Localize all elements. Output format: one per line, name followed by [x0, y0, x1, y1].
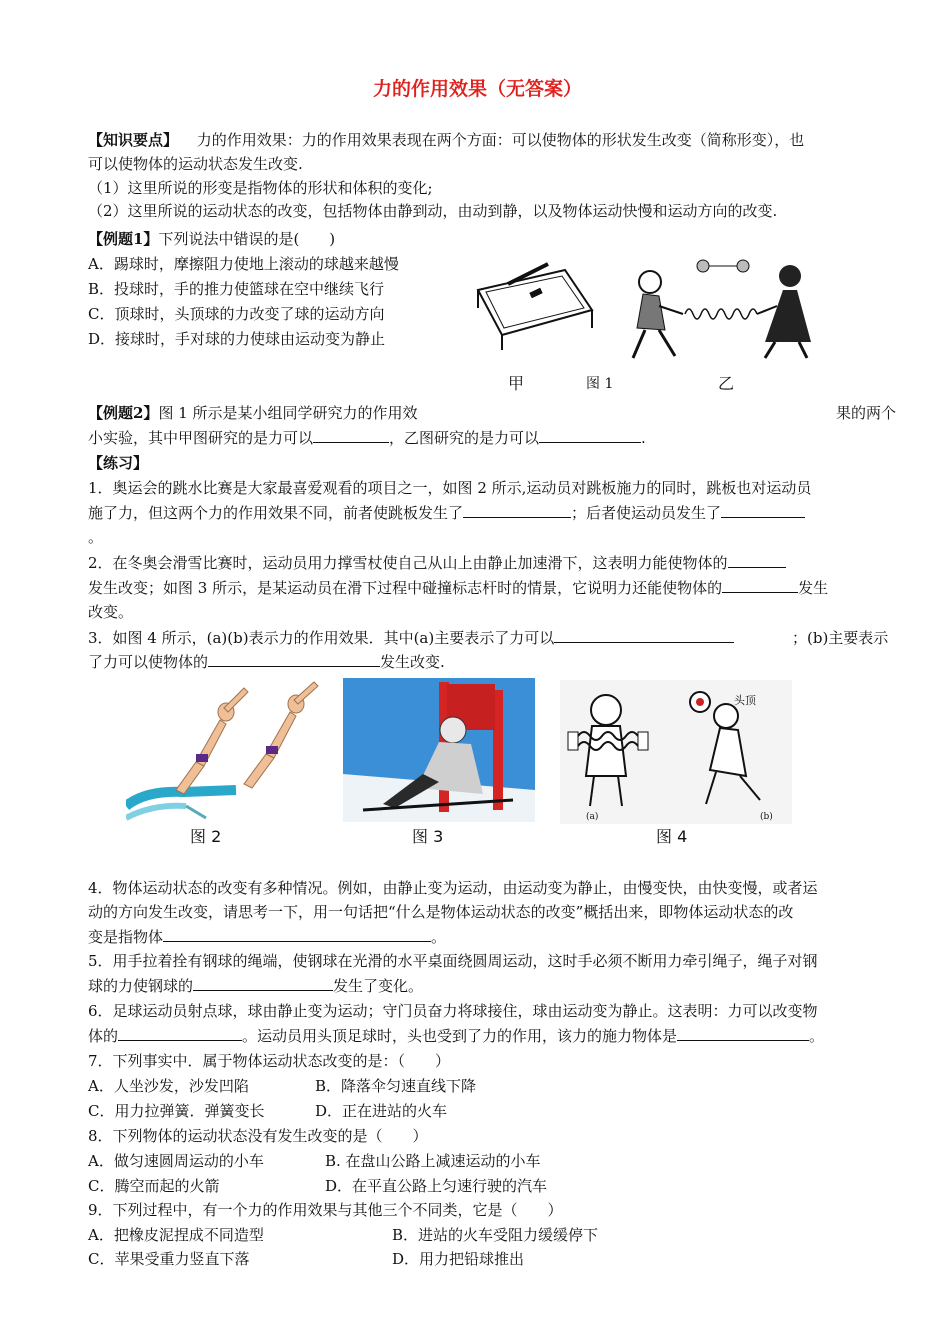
figure4-label-b: (b): [760, 812, 773, 822]
figure2-caption: 图 2: [190, 827, 222, 846]
figure1-label-yi: 乙: [718, 374, 735, 393]
q5-line-1: 5．用手拉着拴有钢球的绳端，使钢球在光滑的水平桌面绕圆周运动，这时手必须不断用力牵引绳子，绳子对钢: [88, 952, 818, 970]
answer-blank[interactable]: [463, 503, 571, 518]
q3-line-1-end: ；(b)主要表示: [792, 629, 889, 647]
q9-question: 9．下列过程中，有一个力的作用效果与其他三个不同类，它是（ ）: [88, 1201, 563, 1219]
q1-line-3: 。: [88, 528, 104, 546]
figure2-divers: [126, 678, 326, 822]
knowledge-label: 【知识要点】: [88, 131, 179, 149]
example1-option-d: D．接球时，手对球的力使球由运动变为静止: [88, 330, 386, 348]
q2-line-1: 2．在冬奥会滑雪比赛时，运动员用力撑雪杖使自己从山上由静止加速滑下，这表明力能使物体的: [88, 552, 786, 573]
q2-line-3: 改变。: [88, 603, 134, 621]
answer-blank[interactable]: [677, 1026, 809, 1041]
answer-blank[interactable]: [721, 503, 805, 518]
answer-blank[interactable]: [539, 428, 641, 443]
q8-question: 8．下列物体的运动状态没有发生改变的是（ ）: [88, 1127, 428, 1145]
q2-line-2: 发生改变；如图 3 所示，是某运动员在滑下过程中碰撞标志杆时的情景，它说明力还能使物体的 发生: [88, 579, 829, 597]
q1-line-2: 施了力，但这两个力的作用效果不同，前者使跳板发生了 ；后者使运动员发生了: [88, 502, 805, 523]
q4-line-3: 变是指物体 。: [88, 928, 447, 946]
answer-blank[interactable]: [118, 1026, 242, 1041]
knowledge-item-1: （1）这里所说的形变是指物体的形状和体积的变化;: [88, 179, 433, 197]
q9-option-a: A．把橡皮泥捏成不同造型: [88, 1226, 264, 1244]
q6-line-1: 6．足球运动员射点球，球由静止变为运动；守门员奋力将球接住，球由运动变为静止。这表明：力可以改变物: [88, 1002, 818, 1020]
example1-option-c: C．顶球时，头顶球的力改变了球的运动方向: [88, 305, 385, 323]
example2-line-2: 小实验，其中甲图研究的是力可以 ，乙图研究的是力可以 .: [88, 429, 646, 447]
q9-option-b: B．进站的火车受阻力缓缓停下: [392, 1226, 599, 1244]
q3-line-1: 3．如图 4 所示，(a)(b)表示力的作用效果．其中(a)主要表示了力可以: [88, 627, 734, 648]
answer-blank[interactable]: [554, 628, 734, 643]
q7-option-b: B．降落伞匀速直线下降: [315, 1077, 477, 1095]
knowledge-line-2: 可以使物体的运动状态发生改变.: [88, 155, 303, 173]
knowledge-line-1: 【知识要点】 力的作用效果：力的作用效果表现在两个方面：可以使物体的形状发生改变（简称形变），也: [88, 131, 805, 149]
knowledge-item-2: （2）这里所说的运动状态的改变，包括物体由静到动，由动到静，以及物体运动快慢和运动方向的改变.: [88, 202, 778, 220]
page-title: 力的作用效果（无答案）: [373, 78, 583, 100]
figure4-label-a: (a): [586, 812, 599, 822]
q9-option-d: D．用力把铅球推出: [392, 1250, 525, 1268]
figure1-yi-spring: [615, 250, 820, 362]
q3-line-2: 了力可以使物体的 发生改变.: [88, 653, 445, 671]
figure1-jia-table: [470, 250, 595, 350]
q7-question: 7．下列事实中．属于物体运动状态改变的是：（ ）: [88, 1052, 451, 1070]
example1-option-b: B．投球时，手的推力使篮球在空中继续飞行: [88, 280, 385, 298]
example1-option-a: A．踢球时，摩擦阻力使地上滚动的球越来越慢: [88, 255, 399, 273]
answer-blank[interactable]: [728, 553, 786, 568]
answer-blank[interactable]: [313, 428, 389, 443]
q6-line-2: 体的 。运动员用头顶足球时，头也受到了力的作用，该力的施力物体是 。: [88, 1027, 825, 1045]
q7-option-a: A．人坐沙发，沙发凹陷: [88, 1077, 249, 1095]
q4-line-1: 4．物体运动状态的改变有多种情况。例如，由静止变为运动，由运动变为静止，由慢变快，由快变慢，或者运: [88, 879, 818, 897]
answer-blank[interactable]: [193, 976, 333, 991]
q8-option-b: B. 在盘山公路上减速运动的小车: [325, 1152, 541, 1170]
q9-option-c: C．苹果受重力竖直下落: [88, 1250, 250, 1268]
q5-line-2: 球的力使钢球的 发生了变化。: [88, 977, 424, 995]
answer-blank[interactable]: [208, 652, 380, 667]
figure4-force-effects: [560, 680, 792, 824]
q8-option-c: C．腾空而起的火箭: [88, 1177, 220, 1195]
q4-line-2: 动的方向发生改变，请思考一下，用一句话把“什么是物体运动状态的改变”概括出来，即物体运动状态的改: [88, 903, 794, 921]
q7-option-d: D．正在进站的火车: [315, 1102, 448, 1120]
figure1-label-jia: 甲: [508, 374, 525, 393]
q7-option-c: C．用力拉弹簧．弹簧变长: [88, 1102, 265, 1120]
figure3-caption: 图 3: [412, 827, 444, 846]
figure3-skier: [343, 678, 535, 822]
practice-label: 【练习】: [88, 454, 149, 472]
q1-line-1: 1．奥运会的跳水比赛是大家最喜爱观看的项目之一，如图 2 所示,运动员对跳板施力的同时，跳板也对运动员: [88, 479, 812, 497]
example2-line-1: 【例题2】图 1 所示是某小组同学研究力的作用效: [88, 404, 418, 422]
q8-option-a: A．做匀速圆周运动的小车: [88, 1152, 264, 1170]
figure1-caption: 图 1: [586, 376, 614, 392]
answer-blank[interactable]: [163, 927, 431, 942]
example1-question: 【例题1】下列说法中错误的是( ): [88, 230, 336, 248]
answer-blank[interactable]: [722, 578, 798, 593]
figure4-caption: 图 4: [656, 827, 688, 846]
q8-option-d: D．在平直公路上匀速行驶的汽车: [325, 1177, 548, 1195]
example2-line-1-end: 果的两个: [836, 404, 897, 422]
figure4-head-label: 头顶: [734, 694, 756, 707]
